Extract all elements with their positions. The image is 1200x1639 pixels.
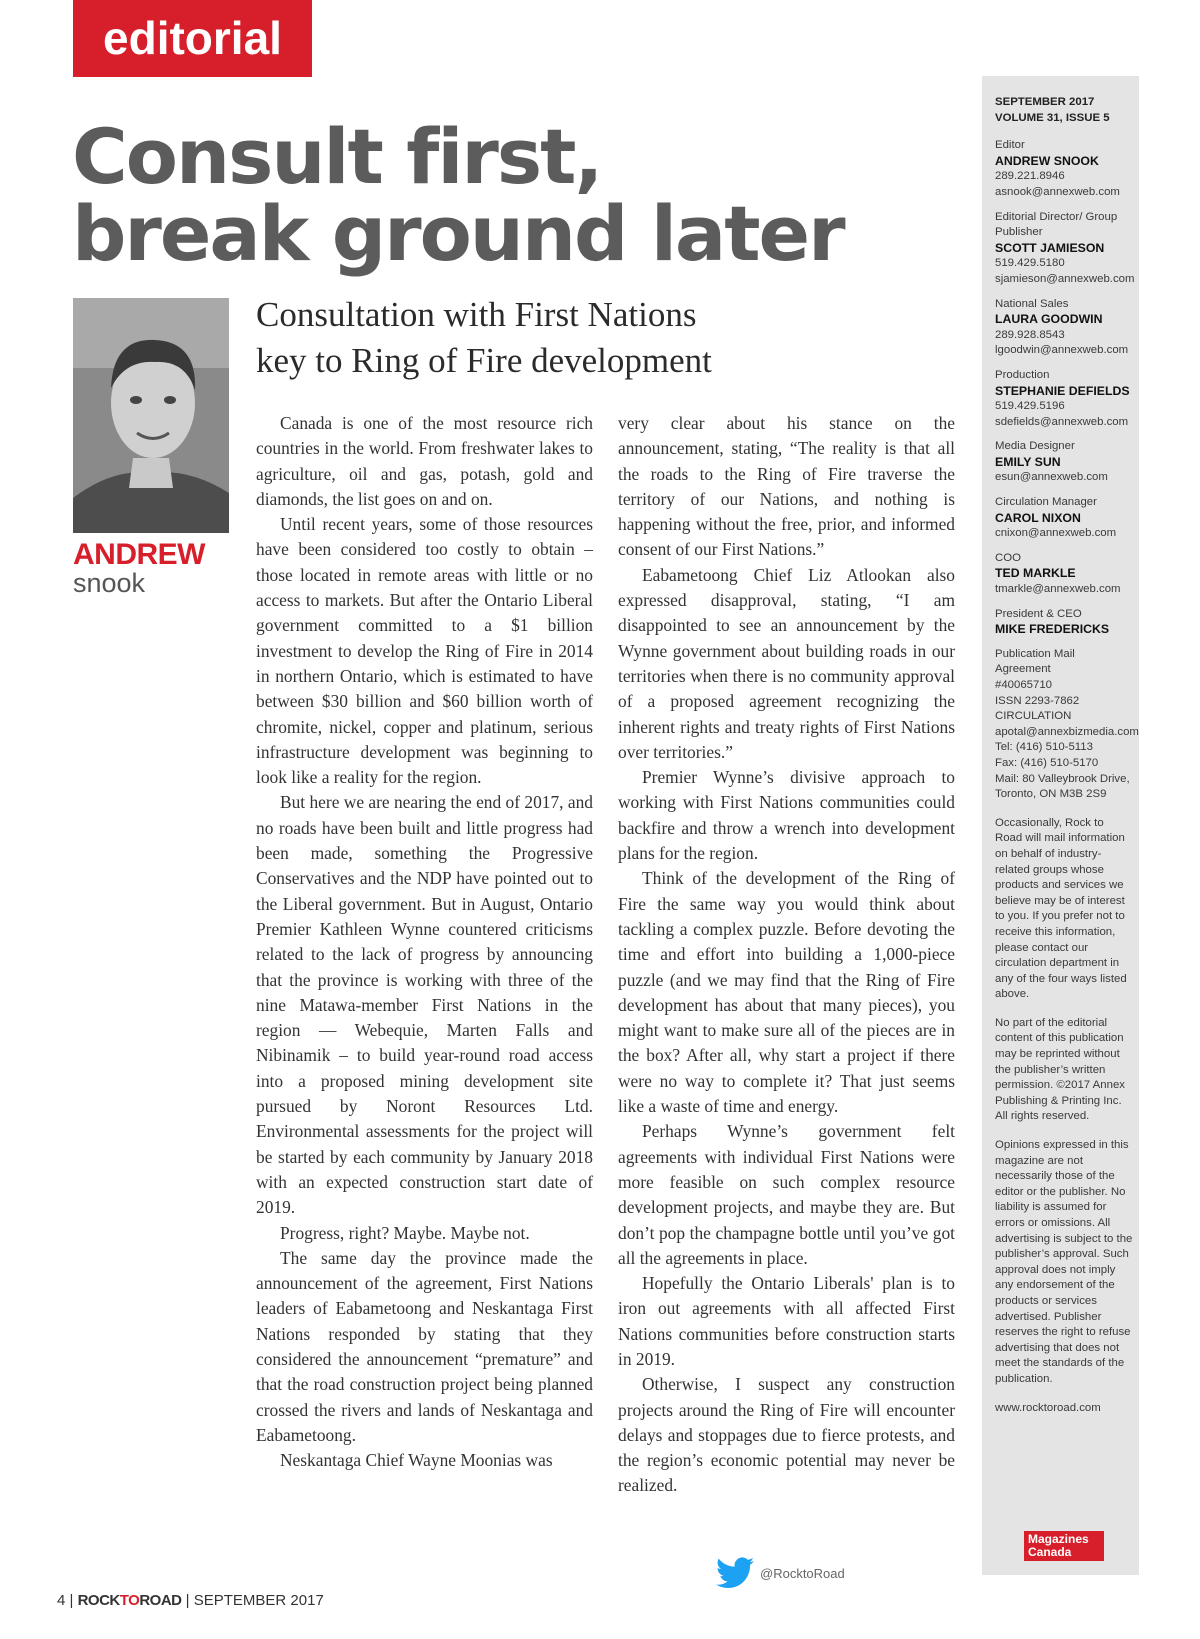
footer-brand	[78, 1592, 182, 1609]
deck	[256, 292, 816, 384]
article-paragraph: The same day the province made the announcement of the agreement, First Nations leaders of Eabametoong and Neskantaga First Nations responded by stating that they considered the announcement “premature” and that the road construction project being planned crossed the rivers and lands of Neskantaga and Eabametoong.	[256, 1247, 593, 1445]
staff-role: Media Designer	[995, 440, 1075, 453]
staff-phone: 519.429.5180	[995, 257, 1065, 270]
issue-volume: VOLUME 31, ISSUE 5	[995, 111, 1110, 124]
deck-line-2: key to Ring of Fire development	[256, 341, 712, 380]
twitter-bird-icon	[716, 1557, 754, 1589]
author-portrait-icon	[73, 298, 229, 533]
logo-line-1: Magazines	[1028, 1532, 1089, 1546]
magazines-canada-logo	[1024, 1531, 1104, 1561]
author-photo	[73, 298, 229, 533]
staff-name: MIKE FREDERICKS	[995, 622, 1110, 637]
twitter-handle[interactable]	[716, 1555, 845, 1591]
staff-entry	[995, 297, 1133, 359]
mail-line: Toronto, ON M3B 2S9	[995, 788, 1107, 801]
privacy-notice: Occasionally, Rock to Road will mail information on behalf of industry-related groups whose products and services we believe may be of interest to you. If you prefer not to receive this information, please contact our circulation department in any of the four ways listed above.	[995, 816, 1127, 1001]
section-tag: editorial	[73, 0, 312, 77]
article-paragraph: But here we are nearing the end of 2017, and no roads have been built and little progress had been made, something the Progressive Conservatives and the NDP have pointed out to the Liberal government. But in August, Ontario Premier Kathleen Wynne countered criticisms related to the lack of progress by announcing that the province is working with three of the nine Matawa-member First Nations in the region — Webequie, Marten Falls and Nibinamik – to build year-round road access into a proposed mining development site pursued by Noront Resources Ltd. Environmental assessments for the project will be started by each community by January 2018 with an expected construction start date of 2019.	[256, 792, 593, 1218]
mail-line: CIRCULATION	[995, 710, 1072, 723]
author-first-name: ANDREW	[73, 538, 205, 571]
staff-name: EMILY SUN	[995, 454, 1061, 469]
staff-email[interactable]: cnixon@annexweb.com	[995, 527, 1117, 540]
staff-phone: 519.429.5196	[995, 400, 1065, 413]
mail-line: Mail: 80 Valleybrook Drive,	[995, 772, 1130, 785]
article-paragraph: Premier Wynne’s divisive approach to working with First Nations communities could backfire and throw a wrench into development plans for the region.	[618, 767, 955, 864]
mail-line: Publication Mail Agreement	[995, 647, 1075, 676]
staff-name: CAROL NIXON	[995, 510, 1081, 525]
staff-email[interactable]: sdefields@annexweb.com	[995, 415, 1129, 428]
staff-role: National Sales	[995, 297, 1069, 310]
mail-email[interactable]: apotal@annexbizmedia.com	[995, 725, 1139, 738]
staff-entry	[995, 138, 1133, 200]
staff-entry	[995, 607, 1133, 638]
brand-road: ROAD	[139, 1592, 182, 1609]
article-paragraph: Hopefully the Ontario Liberals' plan is to iron out agreements with all affected First Nations communities before construction starts in 2019.	[618, 1273, 955, 1369]
brand-to: TO	[119, 1592, 140, 1609]
opinions-notice: Opinions expressed in this magazine are not necessarily those of the editor or the publisher. No liability is assumed for errors or omissions. All advertising is subject to the publisher’s approval. Such approval does not imply any endorsement of the products or services advertised. Publisher reserves the right to refuse advertising that does not meet the standards of the publication.	[995, 1139, 1133, 1385]
headline-line-1: Consult first,	[72, 112, 602, 201]
headline	[72, 112, 972, 278]
article-paragraph: Perhaps Wynne’s government felt agreements with individual First Nations were more feasible on such complex resource development projects, and maybe they are. But don’t pop the champagne bottle until you’ve got all the agreements in place.	[618, 1121, 955, 1268]
article-paragraph: Otherwise, I suspect any construction projects around the Ring of Fire will encounter delays and stoppages due to fierce protests, and the region’s economic potential may never be realized.	[618, 1374, 955, 1496]
logo-line-2: Canada	[1028, 1545, 1072, 1559]
page-number: 4	[57, 1592, 66, 1609]
staff-name: STEPHANIE DEFIELDS	[995, 383, 1130, 398]
staff-role: Circulation Manager	[995, 496, 1097, 509]
website-link[interactable]: www.rocktoroad.com	[995, 1401, 1101, 1414]
staff-name: SCOTT JAMIESON	[995, 240, 1105, 255]
staff-role: President & CEO	[995, 607, 1082, 620]
staff-phone: 289.221.8946	[995, 170, 1065, 183]
mail-line: #40065710	[995, 679, 1053, 691]
staff-email[interactable]: lgoodwin@annexweb.com	[995, 344, 1129, 357]
mail-line: Tel: (416) 510-5113	[995, 741, 1093, 754]
mail-line: ISSN 2293-7862	[995, 694, 1080, 707]
staff-email[interactable]: asnook@annexweb.com	[995, 185, 1120, 198]
article-paragraph: Neskantaga Chief Wayne Moonias was	[280, 1450, 553, 1471]
issue-info	[995, 95, 1133, 126]
staff-name: LAURA GOODWIN	[995, 312, 1103, 327]
author-last-name: snook	[73, 568, 146, 598]
article-paragraph: Canada is one of the most resource rich countries in the world. From freshwater lakes to agriculture, oil and gas, potash, gold and diamonds, the list goes on and on.	[256, 413, 593, 509]
article-column-left	[256, 411, 593, 1473]
staff-entry	[995, 551, 1133, 598]
staff-email[interactable]: sjamieson@annexweb.com	[995, 272, 1135, 285]
staff-email[interactable]: esun@annexweb.com	[995, 471, 1108, 484]
staff-name: ANDREW SNOOK	[995, 153, 1099, 168]
article-column-right	[618, 411, 955, 1499]
staff-name: TED MARKLE	[995, 566, 1076, 581]
staff-role: Production	[995, 368, 1050, 381]
staff-phone: 289.928.8543	[995, 328, 1065, 341]
footer-separator: |	[185, 1592, 190, 1609]
staff-entry	[995, 368, 1133, 430]
staff-role: COO	[995, 551, 1021, 564]
article-paragraph: Eabametoong Chief Liz Atlookan also expressed disapproval, stating, “I am disappointed to see an announcement by the Wynne government about building roads in our territories when there is no community approval of a proposed agreement recognizing the inherent rights and treaty rights of First Nations over territories.”	[618, 564, 955, 762]
copyright-notice: No part of the editorial content of this publication may be reprinted without the publisher’s written permission. ©2017 Annex Publishing & Printing Inc. All rights reserved.	[995, 1016, 1125, 1123]
staff-email[interactable]: tmarkle@annexweb.com	[995, 583, 1121, 596]
staff-entry	[995, 495, 1133, 542]
staff-entry	[995, 210, 1133, 288]
twitter-handle-text: @RocktoRoad	[760, 1565, 845, 1581]
headline-line-2: break ground later	[72, 189, 844, 278]
page-footer	[57, 1592, 324, 1609]
brand-rock: ROCK	[77, 1592, 120, 1609]
publication-mail-info	[995, 647, 1139, 803]
staff-role: Editorial Director/ Group Publisher	[995, 210, 1118, 239]
mail-line: Fax: (416) 510-5170	[995, 756, 1099, 769]
footer-separator: |	[69, 1592, 74, 1609]
article-paragraph: Progress, right? Maybe. Maybe not.	[280, 1222, 530, 1243]
footer-issue: SEPTEMBER 2017	[193, 1592, 324, 1609]
article-paragraph: Think of the development of the Ring of Fire the same way you would think about tackling a complex puzzle. Before devoting the time and effort into building a 1,000-piece puzzle (and we may find that the Ring of Fire development has about that many pieces), you might want to make sure all of the pieces are in the box? After all, why start a project if there were no way to complete it? That just seems like a waste of time and energy.	[618, 868, 955, 1117]
masthead-sidebar	[982, 76, 1139, 1575]
article-paragraph: very clear about his stance on the announcement, stating, “The reality is that all the roads to the Ring of Fire traverse the territory of our Nations, and nothing is happening without the free, prior, and informed consent of our First Nations.”	[618, 413, 955, 560]
staff-role: Editor	[995, 139, 1025, 152]
issue-date: SEPTEMBER 2017	[995, 96, 1095, 108]
article-paragraph: Until recent years, some of those resources have been considered too costly to obtain – those located in remote areas with little or no access to markets. But after the Ontario Liberal government committed to a $1 billion investment to develop the Ring of Fire in 2014 in northern Ontario, which is estimated to have between $30 billion and $60 billion worth of chromite, nickel, copper and platinum, serious infrastructure development was beginning to look like a reality for the region.	[256, 514, 593, 788]
deck-line-1: Consultation with First Nations	[256, 295, 697, 334]
staff-entry	[995, 439, 1133, 486]
